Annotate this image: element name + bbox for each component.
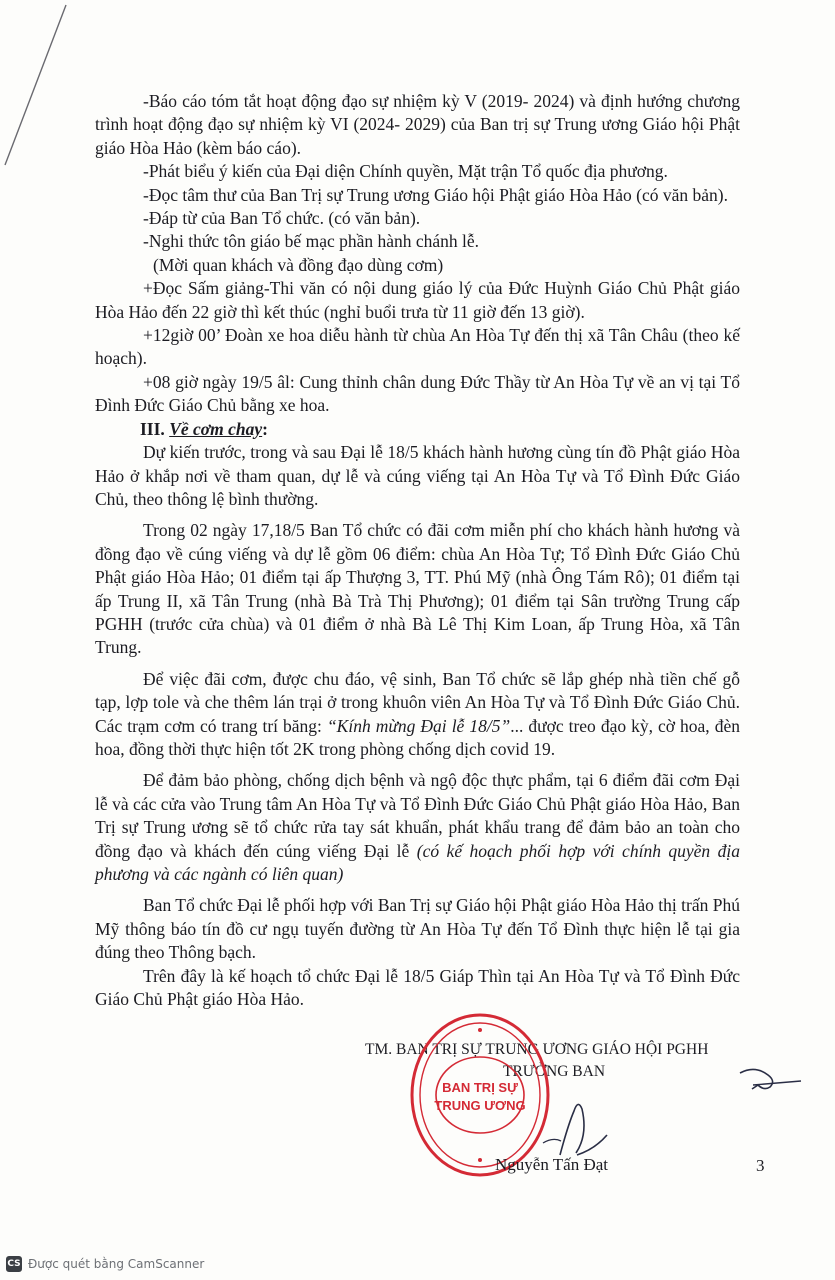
banner-quote: “Kính mừng Đại lễ 18/5” (326, 715, 511, 736)
signature-title: TRƯỞNG BAN (503, 1063, 606, 1080)
paragraph: Trong 02 ngày 17,18/5 Ban Tổ chức có đãi cơm miễn phí cho khách hành hương và đồng đạo về cúng viếng và dự lễ gồm 06 điểm: chùa An Hòa Tự; Tổ Đình Đức Giáo Chủ Phật giáo Hòa Hảo; 01 điểm tại ấp Thượng 3, TT. Phú Mỹ (nhà Ông Tám Rô); 01 điểm tại ấp Trung II, xã Tân Trung (nhà Bà Trà Thị Phương); 01 điểm tại Sân trường Trung cấp PGHH (trước cửa chùa) và 01 điểm ở nhà Bà Lê Thị Kim Loan, ấp Trung Hòa, xã Tân Trung. (95, 520, 740, 658)
section-colon: : (262, 418, 268, 439)
scanner-watermark-text: Được quét bằng CamScanner (28, 1257, 205, 1271)
decor-text-end: ... được treo đạo kỳ, cờ hoa, đèn hoa, đồng thời thực hiện tốt 2K trong phòng chống dịch covid 19. (95, 715, 740, 759)
paragraph: Trên đây là kế hoạch tổ chức Đại lễ 18/5 Giáp Thìn tại An Hòa Tự và Tổ Đình Đức Giáo Chủ Phật giáo Hòa Hảo. (95, 965, 740, 1010)
paragraph-safety (95, 769, 740, 886)
section-heading (95, 418, 740, 441)
signature-block (340, 1038, 820, 1188)
decor-text: Để việc đãi cơm, được chu đáo, vệ sinh, Ban Tổ chức sẽ lắp ghép nhà tiền chế gỗ tạp, lợp tole và che thêm lán trại ở trong khuôn viên An Hòa Tự và Tổ Đình Đức Giáo Chủ. Các trạm cơm có trang trí băng: (95, 668, 740, 736)
safety-text: Để đảm bảo phòng, chống dịch bệnh và ngộ độc thực phẩm, tại 6 điểm đãi cơm Đại lễ và các cửa vào Trung tâm An Hòa Tự và Tổ Đình Đức Giáo Chủ Phật giáo Hòa Hảo, Ban Trị sự Trung ương sẽ tổ chức rửa tay sát khuẩn, phát khẩu trang để đảm bảo an toàn cho đồng đạo và khách đến cúng viếng Đại lễ (95, 770, 740, 861)
paragraph: -Nghi thức tôn giáo bế mạc phần hành chánh lễ. (143, 231, 480, 252)
paragraph: +Đọc Sấm giảng-Thi văn có nội dung giáo lý của Đức Huỳnh Giáo Chủ Phật giáo Hòa Hảo đến 22 giờ thì kết thúc (nghỉ buổi trưa từ 11 giờ đến 13 giờ). (95, 278, 740, 322)
paragraph: Ban Tổ chức Đại lễ phối hợp với Ban Trị sự Giáo hội Phật giáo Hòa Hảo thị trấn Phú Mỹ thông báo tín đồ cư ngụ tuyến đường từ An Hòa Tự đến Tổ Đình thực hiện lễ tại gia đúng theo Thông bạch. (95, 895, 740, 963)
signature-org-line: TM. BAN TRỊ SỰ TRUNG ƯƠNG GIÁO HỘI PGHH (365, 1041, 709, 1058)
scan-edge-line (0, 0, 90, 180)
page-number: 3 (756, 1156, 765, 1175)
section-title: Về cơm chay (169, 418, 263, 439)
camscanner-logo-icon: CS (6, 1256, 22, 1272)
paragraph: Dự kiến trước, trong và sau Đại lễ 18/5 khách hành hương cùng tín đồ Phật giáo Hòa Hảo ở khắp nơi về tham quan, dự lễ và cúng viếng tại An Hòa Tự và Tổ Đình Đức Giáo Chủ, theo thông lệ bình thường. (95, 442, 740, 509)
signatory-name: Nguyễn Tấn Đạt (495, 1155, 608, 1174)
section-number: III. (140, 418, 165, 439)
paragraph: -Đáp từ của Ban Tổ chức. (có văn bản). (143, 208, 421, 229)
stamp-line-1: BAN TRỊ SỰ (442, 1080, 518, 1095)
paragraph: -Đọc tâm thư của Ban Trị sự Trung ương Giáo hội Phật giáo Hòa Hảo (có văn bản). (143, 184, 729, 205)
paragraph: -Phát biểu ý kiến của Đại diện Chính quyền, Mặt trận Tổ quốc địa phương. (143, 161, 668, 182)
scanner-watermark (6, 1255, 204, 1273)
paragraph: +12giờ 00’ Đoàn xe hoa diễu hành từ chùa An Hòa Tự đến thị xã Tân Châu (theo kế hoạch). (95, 325, 740, 369)
paragraph: +08 giờ ngày 19/5 âl: Cung thỉnh chân dung Đức Thầy từ An Hòa Tự về an vị tại Tổ Đình Đức Giáo Chủ bằng xe hoa. (95, 371, 740, 416)
paragraph-decor (95, 668, 740, 762)
safety-note: (có kế hoạch phối hợp với chính quyền địa phương và các ngành có liên quan) (95, 840, 740, 884)
document-body (95, 90, 740, 1011)
paragraph: -Báo cáo tóm tắt hoạt động đạo sự nhiệm kỳ V (2019- 2024) và định hướng chương trình hoạt động đạo sự nhiệm kỳ VI (2024- 2029) của Ban trị sự Trung ương Giáo hội Phật giáo Hòa Hảo (kèm báo cáo). (95, 91, 740, 158)
paragraph: (Mời quan khách và đồng đạo dùng cơm) (153, 254, 444, 275)
handwritten-signature (535, 1063, 805, 1158)
stamp-line-2: TRUNG ƯƠNG (434, 1098, 526, 1113)
